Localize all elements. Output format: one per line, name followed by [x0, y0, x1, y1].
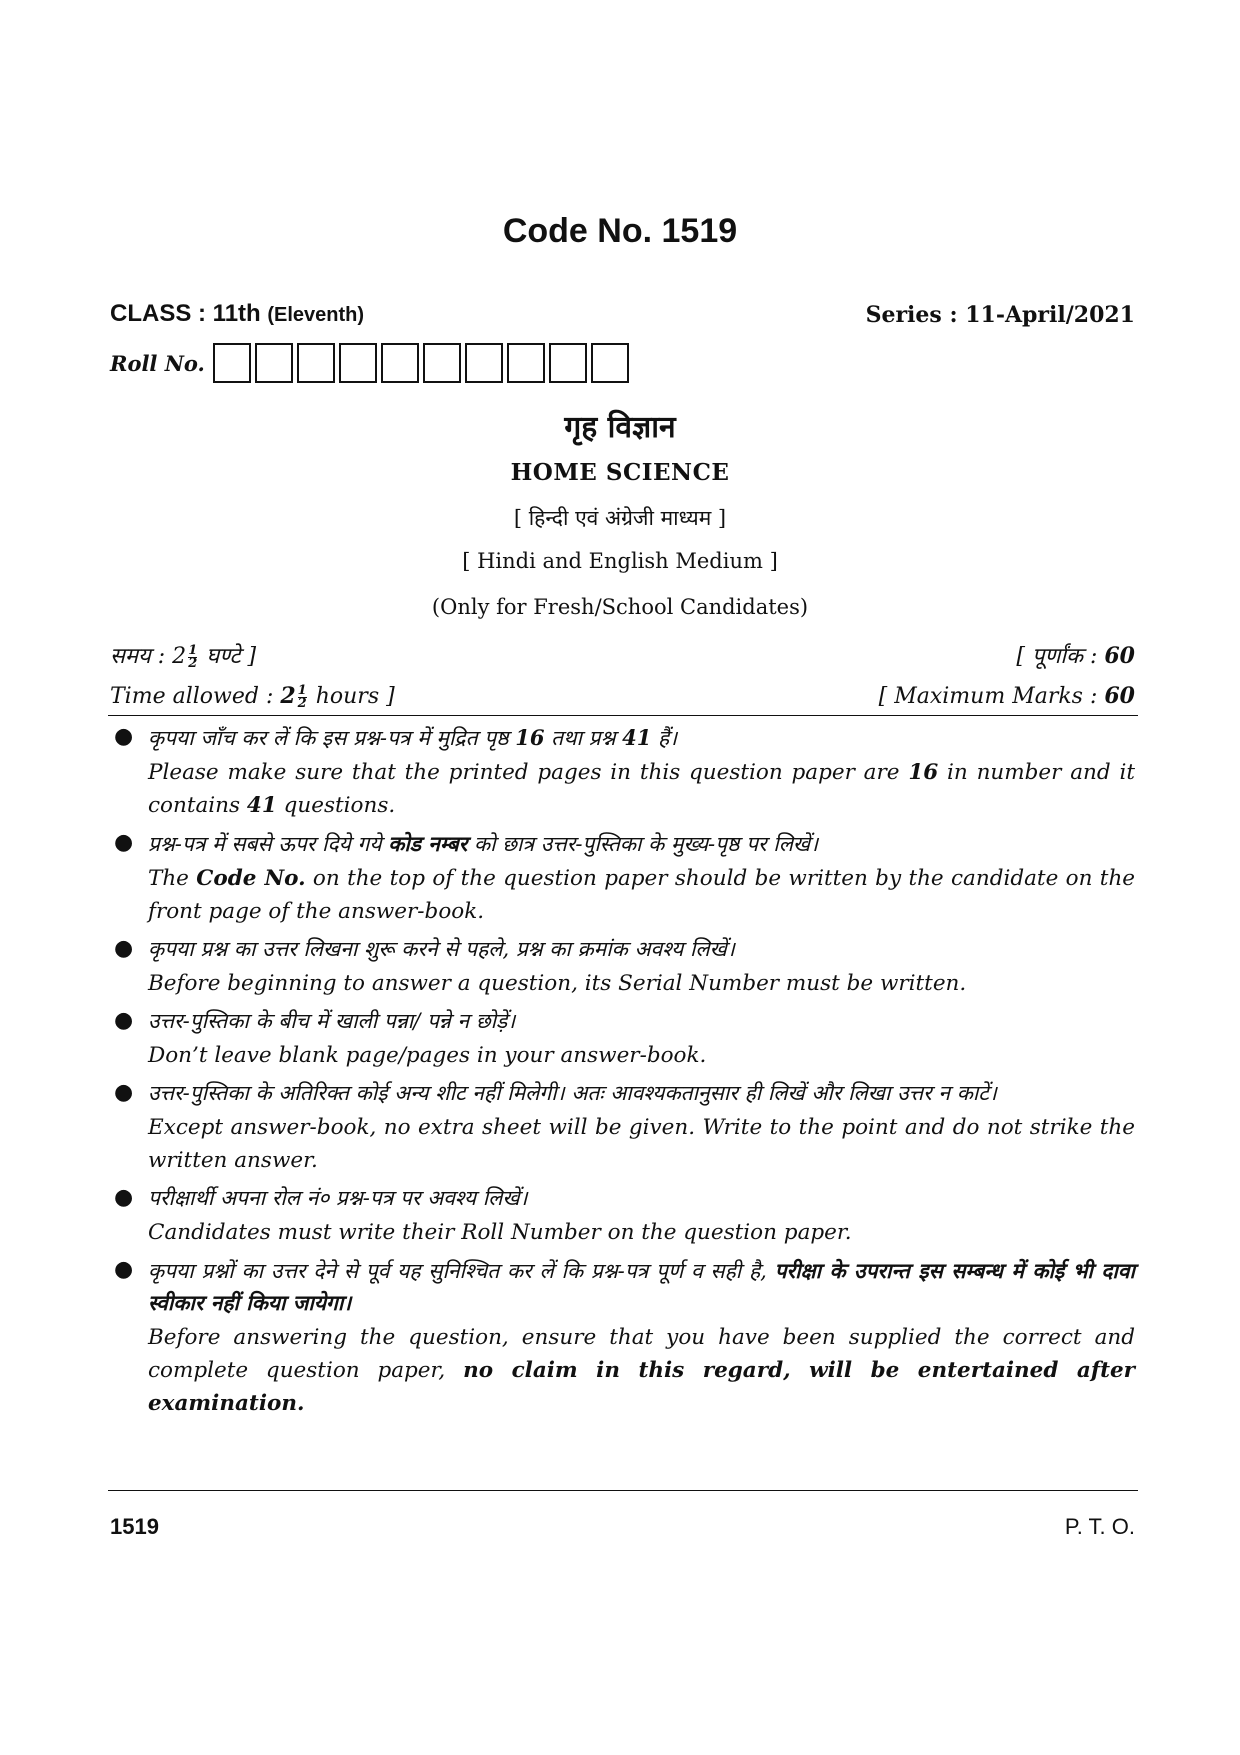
footer-code-number: 1519: [110, 1514, 159, 1539]
class-sub: (Eleventh): [267, 304, 365, 326]
code-number-title: Code No. 1519: [502, 212, 738, 250]
hindi-medium-label: [ हिन्दी एवं अंग्रेजी माध्यम ]: [513, 506, 727, 530]
roll-number-box[interactable]: [507, 343, 545, 383]
instruction-hindi: उत्तर-पुस्तिका के अतिरिक्त कोई अन्य शीट नहीं मिलेगी। अतः आवश्यकतानुसार ही लिखें और लिखा उत्तर न काटें।: [148, 1081, 997, 1105]
candidates-note: (Only for Fresh/School Candidates): [431, 595, 809, 619]
english-time-marks-row: [110, 683, 1135, 710]
instruction-hindi: कृपया जाँच कर लें कि इस प्रश्न-पत्र में मुद्रित पृष्ठ 16 तथा प्रश्न 41 हैं।: [148, 725, 678, 750]
roll-number-box[interactable]: [423, 343, 461, 383]
english-marks-prefix: [ Maximum Marks :: [878, 684, 1098, 709]
class-value: CLASS : 11th: [110, 300, 261, 327]
bullet-icon: ●: [114, 936, 134, 961]
hindi-subject-title: गृह विज्ञान: [564, 410, 676, 445]
hindi-time-marks-row: [110, 640, 1135, 670]
bullet-icon: ●: [114, 1008, 134, 1033]
english-time-whole: 2: [280, 683, 296, 709]
instruction-hindi: प्रश्न-पत्र में सबसे ऊपर दिये गये कोड नम्बर को छात्र उत्तर-पुस्तिका के मुख्य-पृष्ठ पर लिखें।: [148, 831, 819, 856]
roll-number-box[interactable]: [549, 343, 587, 383]
hindi-marks-prefix: [ पूर्णांक :: [1016, 644, 1098, 669]
instruction-english: Before beginning to answer a question, its Serial Number must be written.: [148, 971, 967, 996]
english-time-suffix: hours ]: [315, 684, 395, 709]
instruction-hindi: उत्तर-पुस्तिका के बीच में खाली पन्ना/ पन्ने न छोड़ें।: [148, 1009, 516, 1033]
instruction-english: Before answering the question, ensure that you have been supplied the correct and complete question paper, no claim in this regard, will be entertained after examination.: [148, 1325, 1136, 1416]
top-divider: [108, 715, 1138, 716]
instruction-item: [110, 934, 1135, 1000]
roll-number-boxes: [213, 343, 633, 383]
instruction-item: [110, 1183, 1135, 1249]
bullet-icon: ●: [114, 724, 134, 749]
roll-number-label: Roll No.: [110, 350, 205, 376]
roll-number-box[interactable]: [255, 343, 293, 383]
instruction-hindi: परीक्षार्थी अपना रोल नं० प्रश्न-पत्र पर अवश्य लिखें।: [148, 1186, 528, 1210]
hindi-max-marks: [1016, 640, 1135, 670]
english-time-fraction: [297, 682, 307, 711]
english-time-prefix: Time allowed :: [110, 684, 274, 709]
roll-number-box[interactable]: [213, 343, 251, 383]
roll-number-row: [110, 343, 633, 383]
roll-number-box[interactable]: [591, 343, 629, 383]
hindi-time-prefix: समय : 2: [110, 644, 187, 669]
roll-number-box[interactable]: [339, 343, 377, 383]
class-label: [110, 300, 364, 328]
roll-number-box[interactable]: [465, 343, 503, 383]
instruction-english: Don’t leave blank page/pages in your answer-book.: [148, 1043, 707, 1068]
hindi-time-fraction: [188, 642, 198, 671]
instructions-list: [110, 722, 1135, 1426]
bullet-icon: ●: [114, 1185, 134, 1210]
bullet-icon: ●: [114, 1080, 134, 1105]
english-medium-label: [ Hindi and English Medium ]: [462, 549, 778, 573]
instruction-hindi: कृपया प्रश्नों का उत्तर देने से पूर्व यह सुनिश्चित कर लें कि प्रश्न-पत्र पूर्ण व सही है, परीक्षा के उपरान्त इस सम्बन्ध में कोई भी दावा स्वीकार नहीं किया जायेगा।: [148, 1258, 1135, 1315]
hindi-time-allowed: [110, 640, 256, 670]
bullet-icon: ●: [114, 830, 134, 855]
instruction-english: The Code No. on the top of the question paper should be written by the candidate on the front page of the answer-book.: [148, 866, 1136, 924]
english-marks-value: 60: [1104, 683, 1135, 709]
bullet-icon: ●: [114, 1257, 134, 1282]
instruction-item: [110, 1006, 1135, 1072]
instruction-hindi: कृपया प्रश्न का उत्तर लिखना शुरू करने से पहले, प्रश्न का क्रमांक अवश्य लिखें।: [148, 937, 735, 961]
english-fraction-num: 1: [297, 682, 307, 698]
english-max-marks: [879, 683, 1135, 710]
instruction-item: [110, 1255, 1135, 1420]
hindi-marks-value: 60: [1104, 643, 1135, 669]
roll-number-box[interactable]: [381, 343, 419, 383]
hindi-time-suffix: घण्टे ]: [206, 644, 257, 669]
english-time-allowed: [110, 683, 395, 710]
roll-number-box[interactable]: [297, 343, 335, 383]
english-fraction-den: 2: [297, 695, 307, 711]
series-label: Series : 11-April/2021: [865, 302, 1135, 328]
instruction-item: [110, 1078, 1135, 1177]
instruction-english: Candidates must write their Roll Number on the question paper.: [148, 1220, 852, 1245]
instruction-item: [110, 722, 1135, 822]
instruction-item: [110, 828, 1135, 928]
hindi-fraction-num: 1: [188, 642, 198, 658]
english-subject-title: HOME SCIENCE: [510, 459, 730, 486]
hindi-fraction-den: 2: [188, 655, 198, 671]
footer-pto: P. T. O.: [1064, 1514, 1135, 1539]
bottom-divider: [108, 1490, 1138, 1491]
instruction-english: Please make sure that the printed pages in this question paper are 16 in number and it contains 41 questions.: [148, 760, 1135, 818]
instruction-english: Except answer-book, no extra sheet will be given. Write to the point and do not strike the written answer.: [148, 1115, 1135, 1173]
